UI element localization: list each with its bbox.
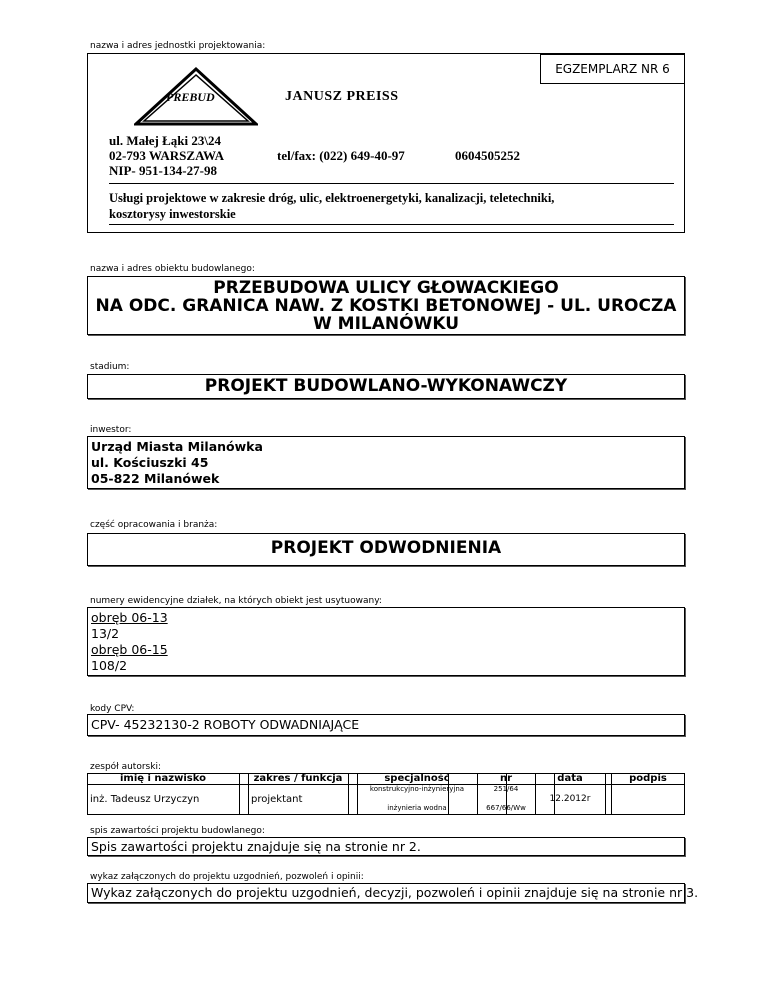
- member-date: 12.2012r: [549, 794, 591, 804]
- stage-box: PROJEKT BUDOWLANO-WYKONAWCZY: [87, 374, 685, 399]
- object-box: [87, 276, 685, 335]
- plots-box: [87, 607, 685, 676]
- cpv-label: kody CPV:: [90, 704, 135, 714]
- member-number-1: 251/64: [493, 785, 519, 793]
- attachments-label: wykaz załączonych do projektu uzgodnień, pozwoleń i opinii:: [90, 872, 364, 882]
- address-street: ul. Małej Łąki 23\24: [109, 133, 221, 148]
- services-rule-top: [109, 183, 674, 184]
- owner-name: JANUSZ PREISS: [285, 89, 399, 104]
- contents-label: spis zawartości projektu budowlanego:: [90, 826, 265, 836]
- designer-phone: tel/fax: (022) 649-40-97: [277, 148, 405, 163]
- member-role: projektant: [251, 794, 303, 805]
- designer-section-label: nazwa i adres jednostki projektowania:: [90, 41, 266, 51]
- designer-box: [87, 53, 685, 233]
- header-signature: podpis: [629, 773, 667, 784]
- object-label: nazwa i adres obiektu budowlanego:: [90, 264, 255, 274]
- copy-number-box: EGZEMPLARZ NR 6: [540, 54, 685, 84]
- header-specialty: specjalność: [384, 773, 450, 784]
- object-name-line-2: NA ODC. GRANICA NAW. Z KOSTKI BETONOWEJ - UL. UROCZA: [95, 296, 677, 316]
- address-nip: NIP- 951-134-27-98: [109, 163, 217, 178]
- member-specialty-2: inżynieria wodna: [387, 804, 447, 812]
- address-city: 02-793 WARSZAWA: [109, 148, 224, 163]
- plot-precinct-2: obręb 06-15: [91, 642, 168, 657]
- investor-city: 05-822 Milanówek: [91, 471, 220, 486]
- cpv-box: CPV- 45232130-2 ROBOTY ODWADNIAJĄCE: [87, 714, 685, 736]
- object-name-line-1: PRZEBUDOWA ULICY GŁOWACKIEGO: [213, 278, 559, 298]
- stage-label: stadium:: [90, 362, 130, 372]
- services-line-1: Usługi projektowe w zakresie dróg, ulic, elektroenergetyki, kanalizacji, teletechniki,: [109, 191, 555, 205]
- header-number: nr: [499, 773, 513, 784]
- plot-number-2: 108/2: [91, 658, 128, 673]
- header-date: data: [557, 773, 583, 784]
- member-name: inż. Tadeusz Urzyczyn: [90, 794, 200, 805]
- designer-mobile: 0604505252: [455, 148, 520, 163]
- member-specialty-1: konstrukcyjno-inżynieryjna: [369, 785, 465, 793]
- logo-text: PREBUD: [166, 90, 215, 104]
- plot-precinct-1: obręb 06-13: [91, 610, 168, 625]
- services-line-2: kosztorysy inwestorskie: [109, 207, 236, 221]
- plots-label: numery ewidencyjne działek, na których obiekt jest usytuowany:: [90, 596, 382, 606]
- header-role: zakres / funkcja: [253, 773, 343, 784]
- member-number-2: 667/66/Ww: [486, 804, 526, 812]
- designer-address: [109, 133, 224, 178]
- investor-name: Urząd Miasta Milanówka: [91, 439, 263, 454]
- object-name-line-3: W MILANÓWKU: [312, 314, 459, 334]
- attachments-box: Wykaz załączonych do projektu uzgodnień, decyzji, pozwoleń i opinii znajduje się na stronie nr 3.: [87, 883, 685, 903]
- part-label: część opracowania i branża:: [90, 520, 218, 530]
- plot-number-1: 13/2: [91, 626, 120, 641]
- investor-label: inwestor:: [90, 425, 132, 435]
- header-name: imię i nazwisko: [119, 773, 206, 784]
- services-rule-bottom: [109, 224, 674, 225]
- investor-street: ul. Kościuszki 45: [91, 455, 209, 470]
- investor-box: [87, 436, 685, 489]
- team-label: zespół autorski:: [90, 762, 161, 772]
- designer-services: [109, 190, 554, 222]
- part-box: PROJEKT ODWODNIENIA: [87, 533, 685, 566]
- contents-box: Spis zawartości projektu znajduje się na stronie nr 2.: [87, 837, 685, 856]
